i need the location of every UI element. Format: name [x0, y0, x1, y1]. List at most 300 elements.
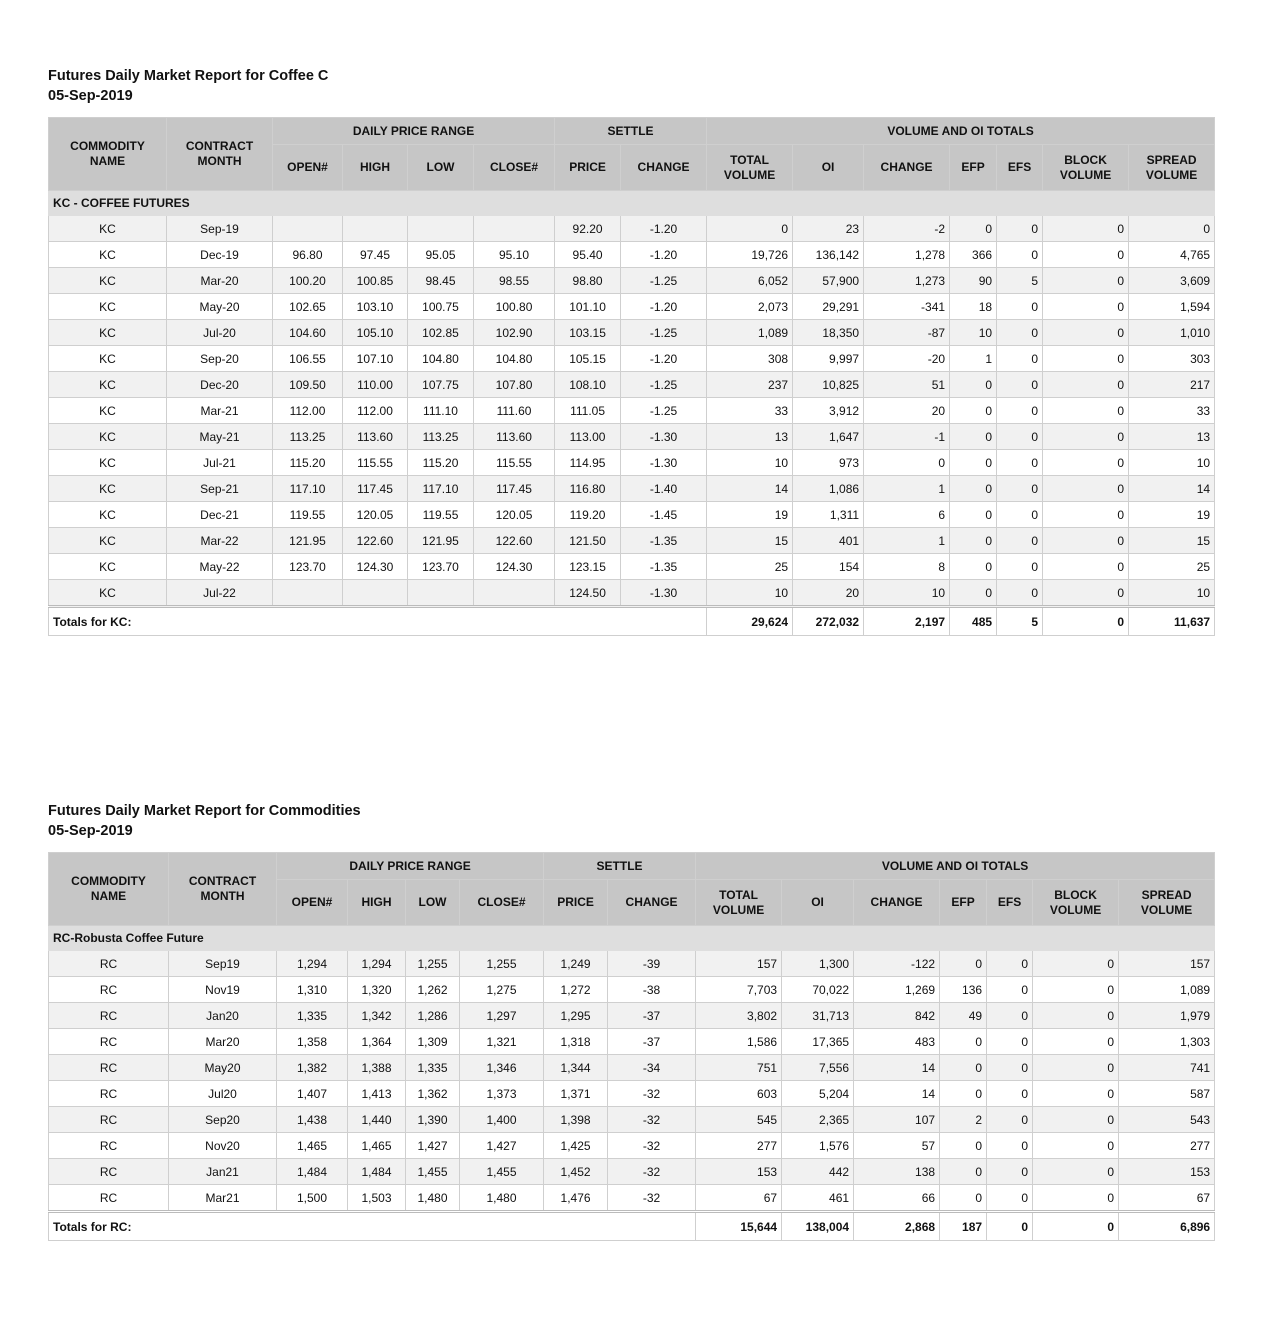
- cell-efp: 0: [950, 554, 997, 580]
- cell-efp: 0: [950, 216, 997, 242]
- cell-open: 1,407: [277, 1081, 348, 1107]
- cell-open: 109.50: [273, 372, 343, 398]
- cell-efs: 0: [987, 1107, 1033, 1133]
- cell-oi: 29,291: [793, 294, 864, 320]
- cell-close: 98.55: [474, 268, 555, 294]
- table-row: [49, 1081, 1215, 1107]
- cell-efs: 0: [997, 554, 1043, 580]
- cell-high: 107.10: [343, 346, 408, 372]
- cell-high: 103.10: [343, 294, 408, 320]
- cell-total-volume: 19,726: [707, 242, 793, 268]
- cell-efs: 0: [997, 346, 1043, 372]
- cell-efp: 0: [950, 528, 997, 554]
- cell-block-volume: 0: [1043, 476, 1129, 502]
- totals-row: [49, 607, 1215, 636]
- totals-change: 2,197: [864, 607, 950, 636]
- report-date: 05-Sep-2019: [48, 823, 133, 839]
- cell-oi-change: 138: [854, 1159, 940, 1185]
- cell-low: 1,255: [406, 951, 460, 977]
- cell-settle-price: 95.40: [555, 242, 621, 268]
- table-row: [49, 977, 1215, 1003]
- cell-efs: 0: [997, 294, 1043, 320]
- cell-efp: 0: [940, 951, 987, 977]
- cell-spread-volume: 217: [1129, 372, 1215, 398]
- cell-commodity: KC: [49, 372, 167, 398]
- cell-efs: 0: [997, 424, 1043, 450]
- cell-efp: 2: [940, 1107, 987, 1133]
- cell-efs: 0: [997, 450, 1043, 476]
- header-low: LOW: [408, 145, 474, 191]
- header-open: OPEN#: [277, 880, 348, 926]
- cell-contract-month: Jul-20: [167, 320, 273, 346]
- cell-low: 115.20: [408, 450, 474, 476]
- cell-efp: 0: [940, 1081, 987, 1107]
- cell-efp: 90: [950, 268, 997, 294]
- cell-settle-price: 114.95: [555, 450, 621, 476]
- cell-spread-volume: 25: [1129, 554, 1215, 580]
- header-volume-oi-totals: VOLUME AND OI TOTALS: [696, 853, 1215, 880]
- cell-open: 1,438: [277, 1107, 348, 1133]
- table-row: [49, 1133, 1215, 1159]
- cell-commodity: KC: [49, 554, 167, 580]
- cell-open: 112.00: [273, 398, 343, 424]
- cell-efs: 0: [987, 1159, 1033, 1185]
- cell-spread-volume: 157: [1119, 951, 1215, 977]
- cell-total-volume: 67: [696, 1185, 782, 1212]
- cell-oi: 7,556: [782, 1055, 854, 1081]
- cell-total-volume: 157: [696, 951, 782, 977]
- totals-total-volume: 29,624: [707, 607, 793, 636]
- cell-settle-change: -1.30: [621, 580, 707, 607]
- cell-spread-volume: 277: [1119, 1133, 1215, 1159]
- cell-oi: 1,576: [782, 1133, 854, 1159]
- cell-close: 100.80: [474, 294, 555, 320]
- cell-close: 95.10: [474, 242, 555, 268]
- cell-settle-change: -1.30: [621, 424, 707, 450]
- cell-low: 1,362: [406, 1081, 460, 1107]
- cell-commodity: KC: [49, 268, 167, 294]
- cell-oi: 442: [782, 1159, 854, 1185]
- cell-efp: 136: [940, 977, 987, 1003]
- cell-oi: 9,997: [793, 346, 864, 372]
- cell-contract-month: Mar21: [169, 1185, 277, 1212]
- cell-commodity: KC: [49, 346, 167, 372]
- cell-block-volume: 0: [1033, 1159, 1119, 1185]
- cell-efs: 0: [987, 1003, 1033, 1029]
- cell-open: 102.65: [273, 294, 343, 320]
- cell-high: 117.45: [343, 476, 408, 502]
- cell-efs: 0: [987, 977, 1033, 1003]
- cell-total-volume: 277: [696, 1133, 782, 1159]
- cell-oi: 18,350: [793, 320, 864, 346]
- table-row: [49, 268, 1215, 294]
- table-row: [49, 502, 1215, 528]
- cell-spread-volume: 13: [1129, 424, 1215, 450]
- cell-low: 1,309: [406, 1029, 460, 1055]
- cell-total-volume: 237: [707, 372, 793, 398]
- cell-open: [273, 216, 343, 242]
- cell-oi: 154: [793, 554, 864, 580]
- cell-spread-volume: 741: [1119, 1055, 1215, 1081]
- cell-efs: 0: [987, 1133, 1033, 1159]
- section-label: KC - COFFEE FUTURES: [49, 191, 1215, 216]
- cell-close: 124.30: [474, 554, 555, 580]
- cell-oi: 70,022: [782, 977, 854, 1003]
- cell-high: 124.30: [343, 554, 408, 580]
- cell-close: 115.55: [474, 450, 555, 476]
- cell-commodity: RC: [49, 1185, 169, 1212]
- cell-close: 1,400: [460, 1107, 544, 1133]
- cell-settle-price: 1,295: [544, 1003, 608, 1029]
- report-title: Futures Daily Market Report for Coffee C: [48, 68, 329, 84]
- cell-commodity: KC: [49, 528, 167, 554]
- cell-contract-month: Dec-20: [167, 372, 273, 398]
- header-block-volume: BLOCK VOLUME: [1043, 145, 1129, 191]
- cell-oi: 23: [793, 216, 864, 242]
- cell-settle-change: -34: [608, 1055, 696, 1081]
- header-spread-volume: SPREAD VOLUME: [1129, 145, 1215, 191]
- cell-high: 1,465: [348, 1133, 406, 1159]
- cell-settle-change: -1.40: [621, 476, 707, 502]
- cell-contract-month: Jul20: [169, 1081, 277, 1107]
- header-high: HIGH: [343, 145, 408, 191]
- cell-total-volume: 2,073: [707, 294, 793, 320]
- header-low: LOW: [406, 880, 460, 926]
- header-change: CHANGE: [608, 880, 696, 926]
- cell-block-volume: 0: [1043, 580, 1129, 607]
- totals-efp: 187: [940, 1212, 987, 1241]
- header-volume-oi-totals: VOLUME AND OI TOTALS: [707, 118, 1215, 145]
- cell-settle-price: 1,318: [544, 1029, 608, 1055]
- cell-oi: 17,365: [782, 1029, 854, 1055]
- cell-settle-price: 116.80: [555, 476, 621, 502]
- totals-total-volume: 15,644: [696, 1212, 782, 1241]
- table-row: [49, 1055, 1215, 1081]
- cell-spread-volume: 4,765: [1129, 242, 1215, 268]
- cell-oi-change: 51: [864, 372, 950, 398]
- cell-spread-volume: 1,303: [1119, 1029, 1215, 1055]
- cell-contract-month: Sep-21: [167, 476, 273, 502]
- cell-contract-month: May-20: [167, 294, 273, 320]
- cell-open: 96.80: [273, 242, 343, 268]
- cell-total-volume: 33: [707, 398, 793, 424]
- section-label: RC-Robusta Coffee Future: [49, 926, 1215, 951]
- cell-settle-change: -32: [608, 1081, 696, 1107]
- cell-efs: 0: [987, 951, 1033, 977]
- cell-settle-price: 1,398: [544, 1107, 608, 1133]
- cell-block-volume: 0: [1043, 242, 1129, 268]
- cell-oi-change: 57: [854, 1133, 940, 1159]
- cell-contract-month: Mar-20: [167, 268, 273, 294]
- cell-oi: 10,825: [793, 372, 864, 398]
- cell-high: 1,440: [348, 1107, 406, 1133]
- cell-efp: 0: [950, 450, 997, 476]
- table-row: [49, 1159, 1215, 1185]
- cell-settle-change: -37: [608, 1029, 696, 1055]
- cell-efp: 18: [950, 294, 997, 320]
- cell-high: [343, 216, 408, 242]
- cell-oi-change: 0: [864, 450, 950, 476]
- cell-oi-change: -87: [864, 320, 950, 346]
- cell-efp: 366: [950, 242, 997, 268]
- cell-total-volume: 19: [707, 502, 793, 528]
- cell-open: 1,484: [277, 1159, 348, 1185]
- totals-row: [49, 1212, 1215, 1241]
- cell-high: 1,388: [348, 1055, 406, 1081]
- cell-settle-price: 1,249: [544, 951, 608, 977]
- cell-efp: 0: [940, 1055, 987, 1081]
- cell-commodity: KC: [49, 502, 167, 528]
- cell-total-volume: 14: [707, 476, 793, 502]
- header-high: HIGH: [348, 880, 406, 926]
- cell-commodity: KC: [49, 476, 167, 502]
- header-oi: OI: [782, 880, 854, 926]
- totals-label: Totals for KC:: [49, 607, 707, 636]
- cell-settle-price: 108.10: [555, 372, 621, 398]
- cell-low: 104.80: [408, 346, 474, 372]
- cell-efp: 0: [950, 502, 997, 528]
- cell-high: 100.85: [343, 268, 408, 294]
- cell-block-volume: 0: [1033, 1081, 1119, 1107]
- cell-low: 1,390: [406, 1107, 460, 1133]
- header-contract-month: CONTRACT MONTH: [169, 853, 277, 926]
- cell-spread-volume: 15: [1129, 528, 1215, 554]
- cell-total-volume: 3,802: [696, 1003, 782, 1029]
- cell-contract-month: Nov20: [169, 1133, 277, 1159]
- cell-efp: 0: [950, 398, 997, 424]
- cell-commodity: RC: [49, 951, 169, 977]
- cell-high: 1,342: [348, 1003, 406, 1029]
- cell-low: 1,286: [406, 1003, 460, 1029]
- cell-low: [408, 216, 474, 242]
- cell-oi-change: -2: [864, 216, 950, 242]
- cell-efp: 0: [940, 1185, 987, 1212]
- table-row: [49, 476, 1215, 502]
- cell-efs: 0: [987, 1185, 1033, 1212]
- cell-commodity: KC: [49, 450, 167, 476]
- cell-spread-volume: 1,089: [1119, 977, 1215, 1003]
- cell-oi: 5,204: [782, 1081, 854, 1107]
- cell-efp: 1: [950, 346, 997, 372]
- cell-total-volume: 1,586: [696, 1029, 782, 1055]
- header-close: CLOSE#: [460, 880, 544, 926]
- cell-high: 113.60: [343, 424, 408, 450]
- cell-settle-change: -32: [608, 1107, 696, 1133]
- cell-oi-change: 107: [854, 1107, 940, 1133]
- cell-open: 1,382: [277, 1055, 348, 1081]
- cell-settle-change: -32: [608, 1133, 696, 1159]
- cell-high: 110.00: [343, 372, 408, 398]
- cell-settle-price: 101.10: [555, 294, 621, 320]
- cell-low: 119.55: [408, 502, 474, 528]
- cell-total-volume: 751: [696, 1055, 782, 1081]
- header-price: PRICE: [555, 145, 621, 191]
- cell-total-volume: 545: [696, 1107, 782, 1133]
- cell-efp: 0: [940, 1133, 987, 1159]
- cell-settle-price: 1,371: [544, 1081, 608, 1107]
- cell-contract-month: Mar-21: [167, 398, 273, 424]
- header-oi-change: CHANGE: [864, 145, 950, 191]
- table-row: [49, 528, 1215, 554]
- cell-settle-price: 1,272: [544, 977, 608, 1003]
- cell-low: 107.75: [408, 372, 474, 398]
- cell-oi-change: 1,278: [864, 242, 950, 268]
- cell-settle-price: 119.20: [555, 502, 621, 528]
- cell-open: 1,500: [277, 1185, 348, 1212]
- totals-label: Totals for RC:: [49, 1212, 696, 1241]
- cell-total-volume: 25: [707, 554, 793, 580]
- cell-efs: 0: [997, 242, 1043, 268]
- cell-contract-month: Jul-21: [167, 450, 273, 476]
- cell-oi: 1,647: [793, 424, 864, 450]
- cell-oi: 2,365: [782, 1107, 854, 1133]
- cell-close: 1,373: [460, 1081, 544, 1107]
- cell-high: [343, 580, 408, 607]
- cell-spread-volume: 10: [1129, 450, 1215, 476]
- cell-commodity: RC: [49, 1159, 169, 1185]
- header-daily-price-range: DAILY PRICE RANGE: [277, 853, 544, 880]
- cell-settle-change: -1.30: [621, 450, 707, 476]
- cell-efs: 0: [997, 476, 1043, 502]
- cell-settle-change: -1.25: [621, 398, 707, 424]
- cell-open: 1,310: [277, 977, 348, 1003]
- cell-block-volume: 0: [1043, 450, 1129, 476]
- cell-settle-change: -1.25: [621, 268, 707, 294]
- cell-low: 117.10: [408, 476, 474, 502]
- cell-spread-volume: 10: [1129, 580, 1215, 607]
- cell-contract-month: Mar-22: [167, 528, 273, 554]
- market-report-table: [48, 852, 1215, 1241]
- cell-block-volume: 0: [1043, 346, 1129, 372]
- cell-block-volume: 0: [1043, 528, 1129, 554]
- table-row: [49, 346, 1215, 372]
- table-row: [49, 450, 1215, 476]
- cell-settle-change: -38: [608, 977, 696, 1003]
- cell-efp: 0: [950, 372, 997, 398]
- cell-settle-price: 123.15: [555, 554, 621, 580]
- cell-commodity: RC: [49, 1133, 169, 1159]
- cell-open: 1,465: [277, 1133, 348, 1159]
- cell-oi: 136,142: [793, 242, 864, 268]
- cell-high: 112.00: [343, 398, 408, 424]
- header-settle: SETTLE: [555, 118, 707, 145]
- cell-total-volume: 15: [707, 528, 793, 554]
- cell-block-volume: 0: [1043, 398, 1129, 424]
- cell-commodity: KC: [49, 424, 167, 450]
- cell-total-volume: 603: [696, 1081, 782, 1107]
- table-row: [49, 580, 1215, 607]
- cell-total-volume: 1,089: [707, 320, 793, 346]
- cell-open: 104.60: [273, 320, 343, 346]
- header-efs: EFS: [987, 880, 1033, 926]
- header-block-volume: BLOCK VOLUME: [1033, 880, 1119, 926]
- header-total-volume: TOTAL VOLUME: [696, 880, 782, 926]
- cell-spread-volume: 303: [1129, 346, 1215, 372]
- cell-oi: 31,713: [782, 1003, 854, 1029]
- cell-oi-change: 1,269: [854, 977, 940, 1003]
- cell-total-volume: 10: [707, 580, 793, 607]
- totals-block-volume: 0: [1033, 1212, 1119, 1241]
- cell-commodity: RC: [49, 1107, 169, 1133]
- cell-block-volume: 0: [1033, 1107, 1119, 1133]
- cell-oi: 1,311: [793, 502, 864, 528]
- cell-low: 98.45: [408, 268, 474, 294]
- header-contract-month: CONTRACT MONTH: [167, 118, 273, 191]
- cell-oi-change: 1: [864, 476, 950, 502]
- cell-efs: 0: [997, 528, 1043, 554]
- cell-low: 1,455: [406, 1159, 460, 1185]
- cell-high: 122.60: [343, 528, 408, 554]
- cell-commodity: KC: [49, 398, 167, 424]
- totals-oi: 272,032: [793, 607, 864, 636]
- cell-efs: 0: [997, 216, 1043, 242]
- header-open: OPEN#: [273, 145, 343, 191]
- cell-commodity: RC: [49, 1029, 169, 1055]
- header-oi: OI: [793, 145, 864, 191]
- cell-close: 122.60: [474, 528, 555, 554]
- cell-settle-price: 105.15: [555, 346, 621, 372]
- cell-settle-price: 113.00: [555, 424, 621, 450]
- cell-contract-month: Jan21: [169, 1159, 277, 1185]
- cell-efs: 0: [987, 1055, 1033, 1081]
- header-efp: EFP: [940, 880, 987, 926]
- cell-high: 1,413: [348, 1081, 406, 1107]
- cell-spread-volume: 153: [1119, 1159, 1215, 1185]
- cell-oi-change: 14: [854, 1081, 940, 1107]
- cell-high: 97.45: [343, 242, 408, 268]
- cell-efp: 49: [940, 1003, 987, 1029]
- cell-efs: 0: [997, 320, 1043, 346]
- cell-settle-price: 103.15: [555, 320, 621, 346]
- cell-contract-month: Sep20: [169, 1107, 277, 1133]
- cell-open: 113.25: [273, 424, 343, 450]
- cell-open: 123.70: [273, 554, 343, 580]
- cell-settle-change: -1.35: [621, 554, 707, 580]
- cell-close: 1,346: [460, 1055, 544, 1081]
- header-close: CLOSE#: [474, 145, 555, 191]
- table-row: [49, 294, 1215, 320]
- cell-spread-volume: 14: [1129, 476, 1215, 502]
- cell-contract-month: Mar20: [169, 1029, 277, 1055]
- cell-block-volume: 0: [1043, 502, 1129, 528]
- cell-settle-change: -1.20: [621, 216, 707, 242]
- cell-settle-price: 1,344: [544, 1055, 608, 1081]
- cell-settle-price: 98.80: [555, 268, 621, 294]
- header-oi-change: CHANGE: [854, 880, 940, 926]
- cell-total-volume: 0: [707, 216, 793, 242]
- cell-low: 123.70: [408, 554, 474, 580]
- cell-block-volume: 0: [1043, 216, 1129, 242]
- cell-contract-month: Dec-19: [167, 242, 273, 268]
- cell-total-volume: 6,052: [707, 268, 793, 294]
- cell-close: 1,297: [460, 1003, 544, 1029]
- cell-efp: 10: [950, 320, 997, 346]
- cell-oi-change: 483: [854, 1029, 940, 1055]
- cell-low: 113.25: [408, 424, 474, 450]
- cell-efp: 0: [950, 580, 997, 607]
- cell-low: 111.10: [408, 398, 474, 424]
- cell-low: [408, 580, 474, 607]
- totals-block-volume: 0: [1043, 607, 1129, 636]
- cell-oi: 57,900: [793, 268, 864, 294]
- cell-open: 119.55: [273, 502, 343, 528]
- cell-oi-change: 66: [854, 1185, 940, 1212]
- cell-contract-month: Sep19: [169, 951, 277, 977]
- header-commodity-name: COMMODITY NAME: [49, 118, 167, 191]
- cell-efp: 0: [950, 476, 997, 502]
- cell-close: 102.90: [474, 320, 555, 346]
- cell-commodity: RC: [49, 977, 169, 1003]
